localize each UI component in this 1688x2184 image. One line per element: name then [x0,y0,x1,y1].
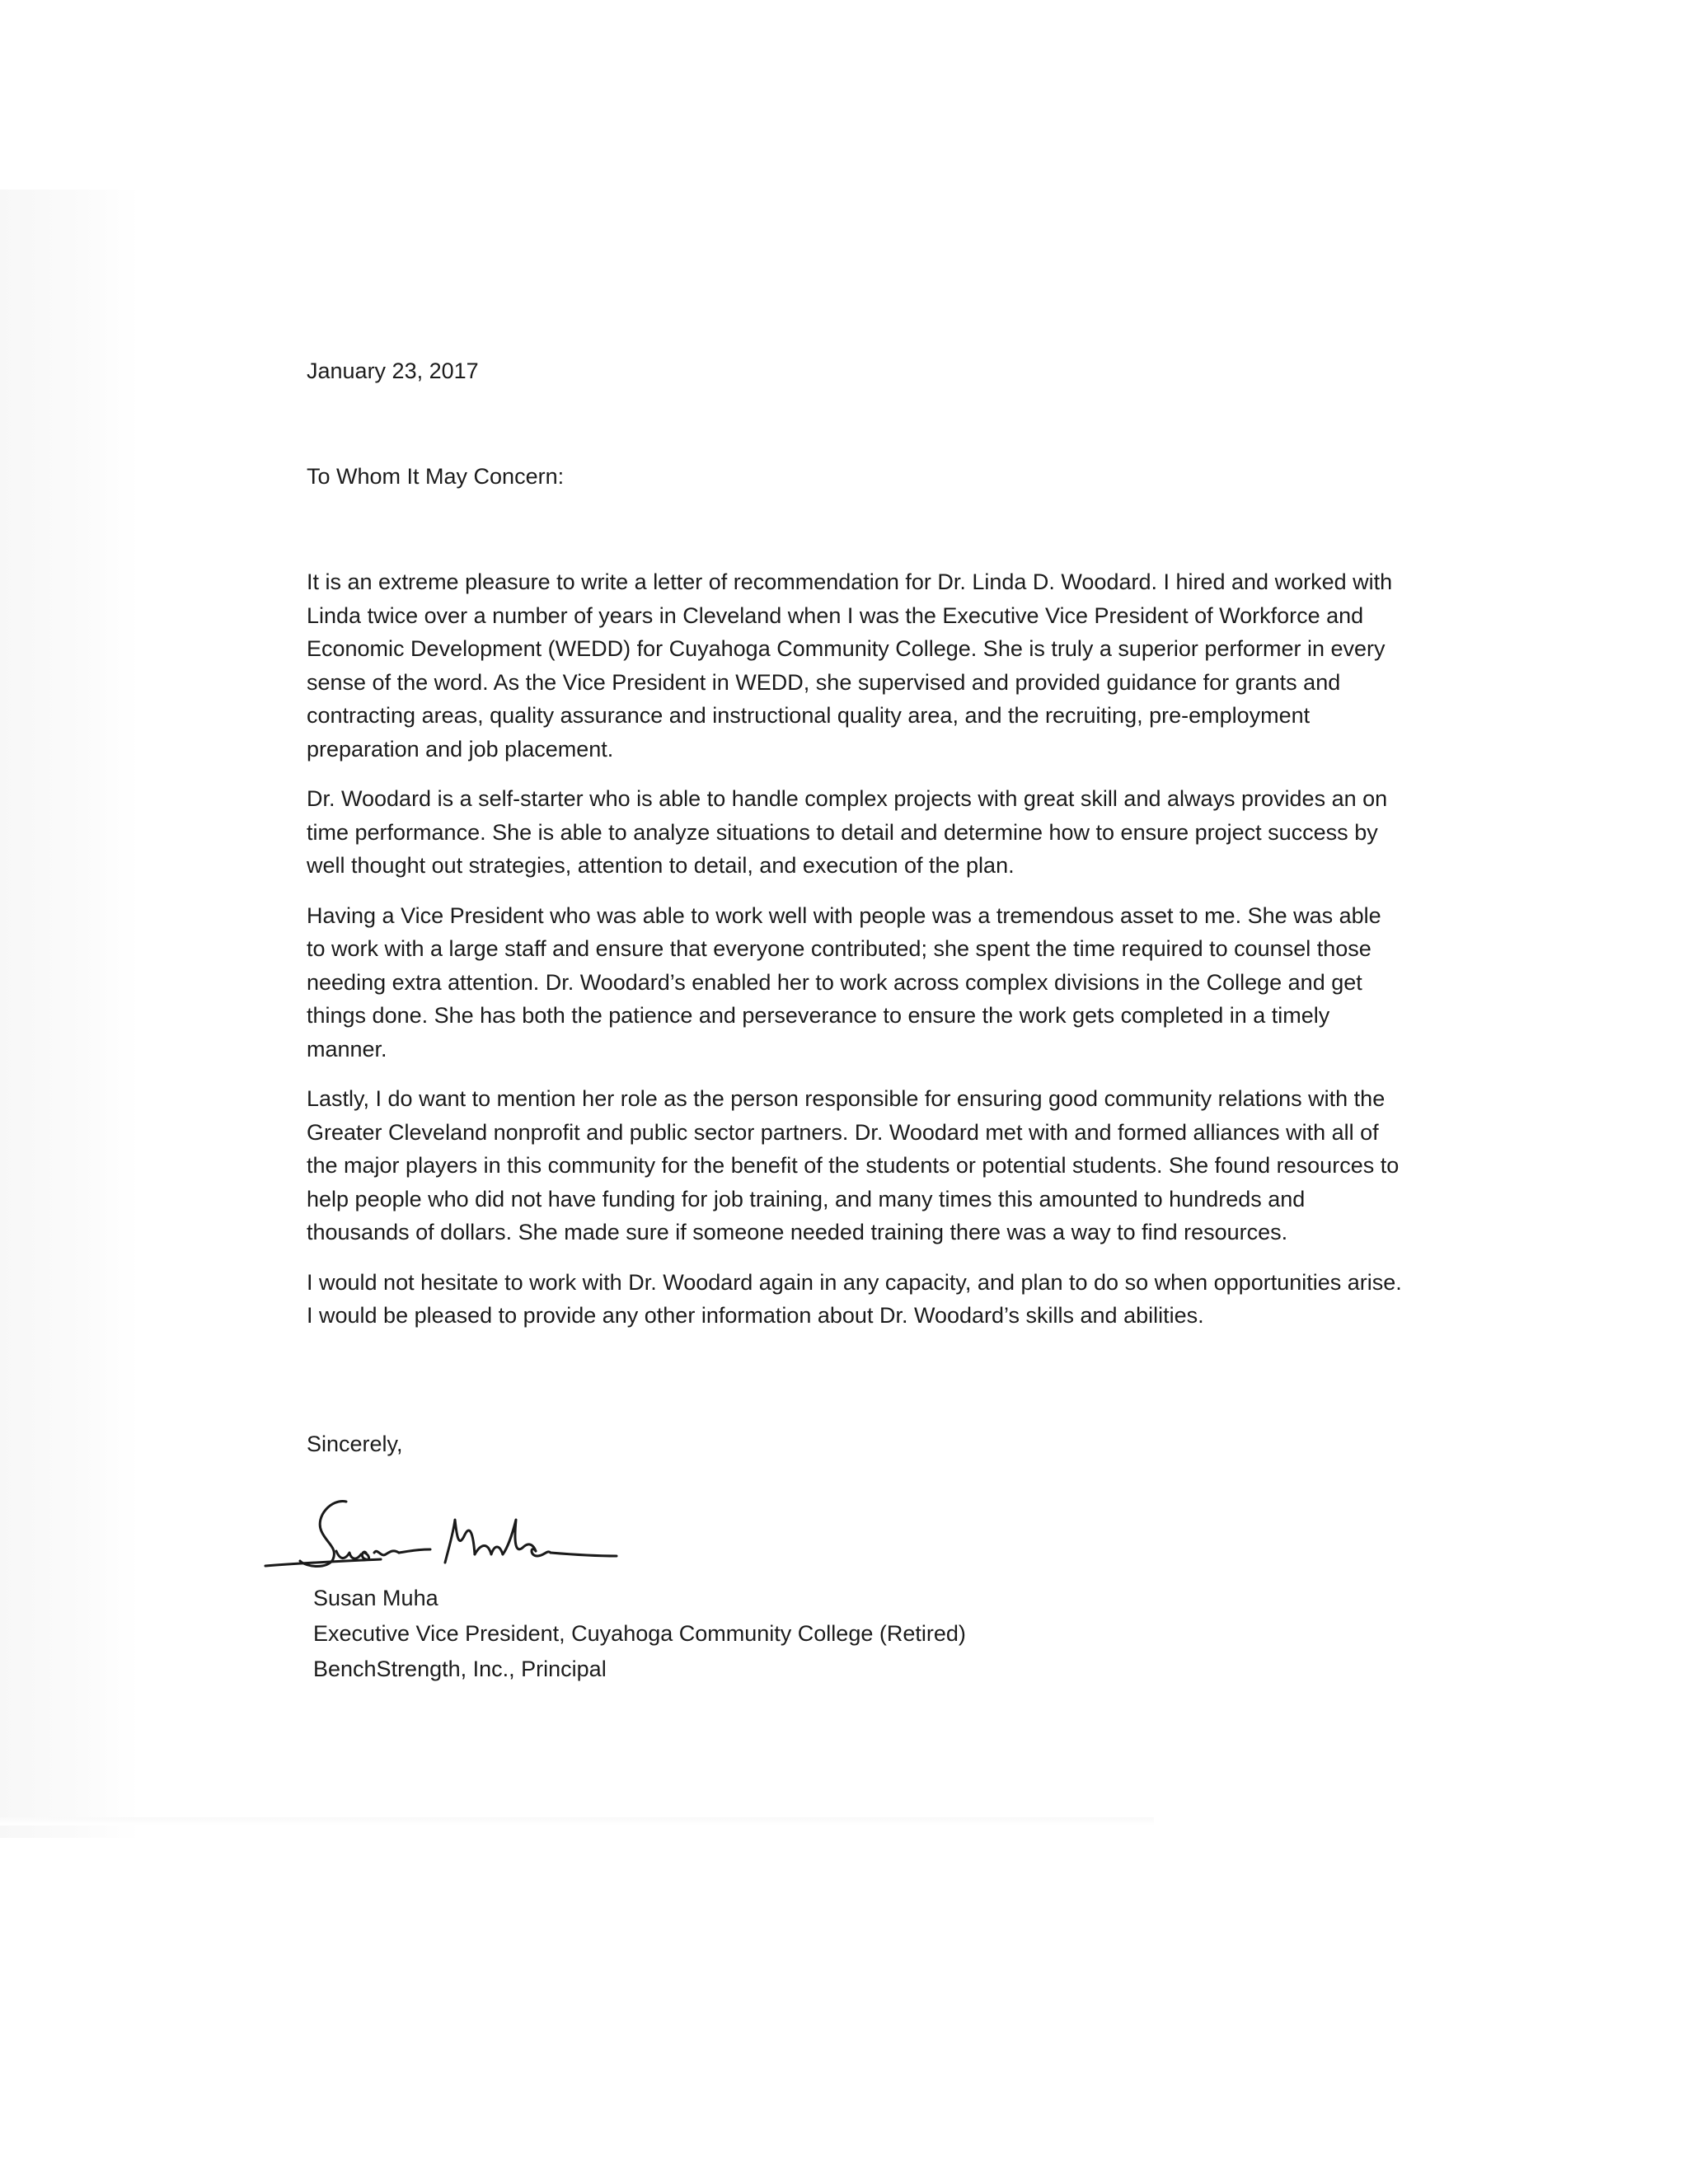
scan-shadow-bottom [0,1817,1154,1825]
letter-date: January 23, 2017 [307,359,479,383]
body-paragraph-2: Dr. Woodard is a self-starter who is able to handle complex projects with great skill and always provides an on time performance. She is able to analyze situations to detail and determine how to ensure project success by well thought out strategies, attention to detail, and execution of the plan. [307,786,1388,878]
signer-block [313,1581,966,1687]
letter-salutation: To Whom It May Concern: [307,464,565,489]
body-paragraph-4: Lastly, I do want to mention her role as the person responsible for ensuring good community relations with the Greater Cleveland nonprofit and public sector partners. Dr. Woodard met with and formed alliances with all of the major players in this community for the benefit of the students or potential students. She found resources to help people who did not have funding for job training, and many times this amounted to hundreds and thousands of dollars. She made sure if someone needed training there was a way to find resources. [307,1086,1400,1244]
signer-name: Susan Muha [313,1586,438,1610]
signer-title: Executive Vice President, Cuyahoga Community College (Retired) [313,1621,966,1646]
scan-shadow [0,190,140,1838]
body-paragraph-5: I would not hesitate to work with Dr. Woodard again in any capacity, and plan to do so when opportunities arise. I would be pleased to provide any other information about Dr. Woodard’s skills and abilities. [307,1269,1402,1328]
body-paragraph-1: It is an extreme pleasure to write a letter of recommendation for Dr. Linda D. Woodard. I hired and worked with Linda twice over a number of years in Cleveland when I was the Executive Vice President of Workforce and Economic Development (WEDD) for Cuyahoga Community College. She is truly a superior performer in every sense of the word. As the Vice President in WEDD, she supervised and provided guidance for grants and contracting areas, quality assurance and instructional quality area, and the recruiting, pre-employment preparation and job placement. [307,569,1393,762]
handwritten-signature-icon [257,1483,636,1582]
letter-body [307,565,1403,1349]
signer-company: BenchStrength, Inc., Principal [313,1657,607,1681]
body-paragraph-3: Having a Vice President who was able to work well with people was a tremendous asset to me. She was able to work with a large staff and ensure that everyone contributed; she spent the time required to counsel those needing extra attention. Dr. Woodard’s enabled her to work across complex divisions in the College and get things done. She has both the patience and perseverance to ensure the work gets completed in a timely manner. [307,902,1381,1062]
letter-closing: Sincerely, [307,1432,403,1456]
